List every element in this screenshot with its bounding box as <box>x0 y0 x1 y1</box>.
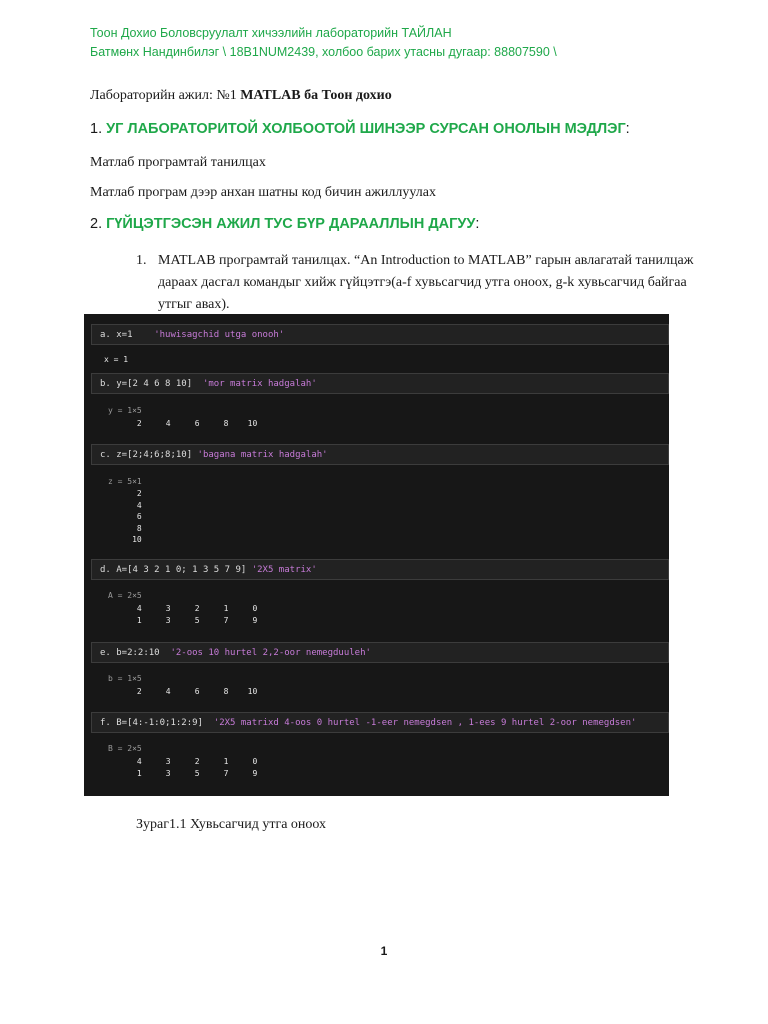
list-item-text: MATLAB програмтай танилцах. “An Introduction to MATLAB” гарын авлагатай танилцаж дараах дасгал командыг хийж гүйцэтгэ(a-f хувьсагчид утга оноох, g-k хувьсагчид байгаа утгыг авах). <box>158 253 694 312</box>
command-e-code: e. b=2:2:10 <box>100 648 171 658</box>
command-b-string: 'mor matrix hadgalah' <box>202 379 317 389</box>
section-1-title: УГ ЛАБОРАТОРИТОЙ ХОЛБООТОЙ ШИНЭЭР СУРСАН ОНОЛЫН МЭДЛЭГ <box>106 121 626 137</box>
section-1-item-2: Матлаб програм дээр анхан шатны код бичин ажиллуулах <box>90 185 436 200</box>
section-2-number: 2. <box>90 216 107 232</box>
figure-caption: Зураг1.1 Хувьсагчид утга оноох <box>136 817 327 832</box>
output-e-name: b = 1×5 <box>108 674 142 683</box>
command-a <box>91 324 669 345</box>
numbered-list-item <box>136 250 696 316</box>
output-c-header <box>108 476 142 488</box>
section-1-colon: : <box>625 121 630 137</box>
command-e-string: '2-oos 10 hurtel 2,2-oor nemegduuleh' <box>170 648 371 658</box>
section-1-item-1: Матлаб програмтай танилцах <box>90 155 266 170</box>
section-1-heading <box>90 121 630 137</box>
output-e-header <box>108 673 142 685</box>
output-b-name: y = 1×5 <box>108 406 142 415</box>
section-1-number: 1. <box>90 121 107 137</box>
output-f-header <box>108 743 142 755</box>
output-d-values: 4 3 2 1 0 1 3 5 7 9 <box>136 604 258 625</box>
command-c <box>91 444 669 465</box>
section-2-heading <box>90 216 479 232</box>
lab-work-prefix: Лабораторийн ажил: №1 <box>90 88 241 103</box>
lab-work-title <box>90 88 392 104</box>
command-e <box>91 642 669 663</box>
page-number: 1 <box>380 944 388 958</box>
command-d-code: d. A=[4 3 2 1 0; 1 3 5 7 9] <box>100 565 252 575</box>
output-e-values: 2 4 6 8 10 <box>108 687 258 696</box>
output-d-header <box>108 590 142 602</box>
output-f-values: 4 3 2 1 0 1 3 5 7 9 <box>136 757 258 778</box>
list-item-number: 1. <box>136 253 147 268</box>
section-2-colon: : <box>475 216 480 232</box>
matlab-screenshot <box>84 314 669 796</box>
command-f <box>91 712 669 733</box>
command-d-string: '2X5 matrix' <box>251 565 317 575</box>
output-f-name: B = 2×5 <box>108 744 142 753</box>
section-2-title: ГҮЙЦЭТГЭСЭН АЖИЛ ТУС БҮР ДАРААЛЛЫН ДАГУУ <box>106 216 476 232</box>
command-c-code: c. z=[2;4;6;8;10] <box>100 450 198 460</box>
command-a-string: 'huwisagchid utga onooh' <box>154 330 285 340</box>
output-c-values: 2 4 6 8 10 <box>132 489 142 544</box>
header-line-2: Батмөнх Нандинбилэг \ 18B1NUM2439, холбоо барих утасны дугаар: 88807590 \ <box>90 45 557 59</box>
output-b-values: 2 4 6 8 10 <box>108 419 258 428</box>
header-line-1: Тоон Дохио Боловсруулалт хичээлийн лабораторийн ТАЙЛАН <box>90 26 452 40</box>
output-c-name: z = 5×1 <box>108 477 142 486</box>
command-b <box>91 373 669 394</box>
command-f-code: f. B=[4:-1:0;1:2:9] <box>100 718 214 728</box>
document-header <box>90 24 557 62</box>
command-c-string: 'bagana matrix hadgalah' <box>197 450 328 460</box>
output-b-header <box>108 405 142 417</box>
command-d <box>91 559 669 580</box>
lab-work-name: MATLAB ба Тоон дохио <box>240 88 392 103</box>
command-a-code: a. x=1 <box>100 330 155 340</box>
output-d-name: A = 2×5 <box>108 591 142 600</box>
command-b-code: b. y=[2 4 6 8 10] <box>100 379 203 389</box>
command-f-string: '2X5 matrixd 4-oos 0 hurtel -1-eer nemegdsen , 1-ees 9 hurtel 2-oor nemegdsen' <box>213 718 637 728</box>
output-a: x = 1 <box>104 355 129 364</box>
